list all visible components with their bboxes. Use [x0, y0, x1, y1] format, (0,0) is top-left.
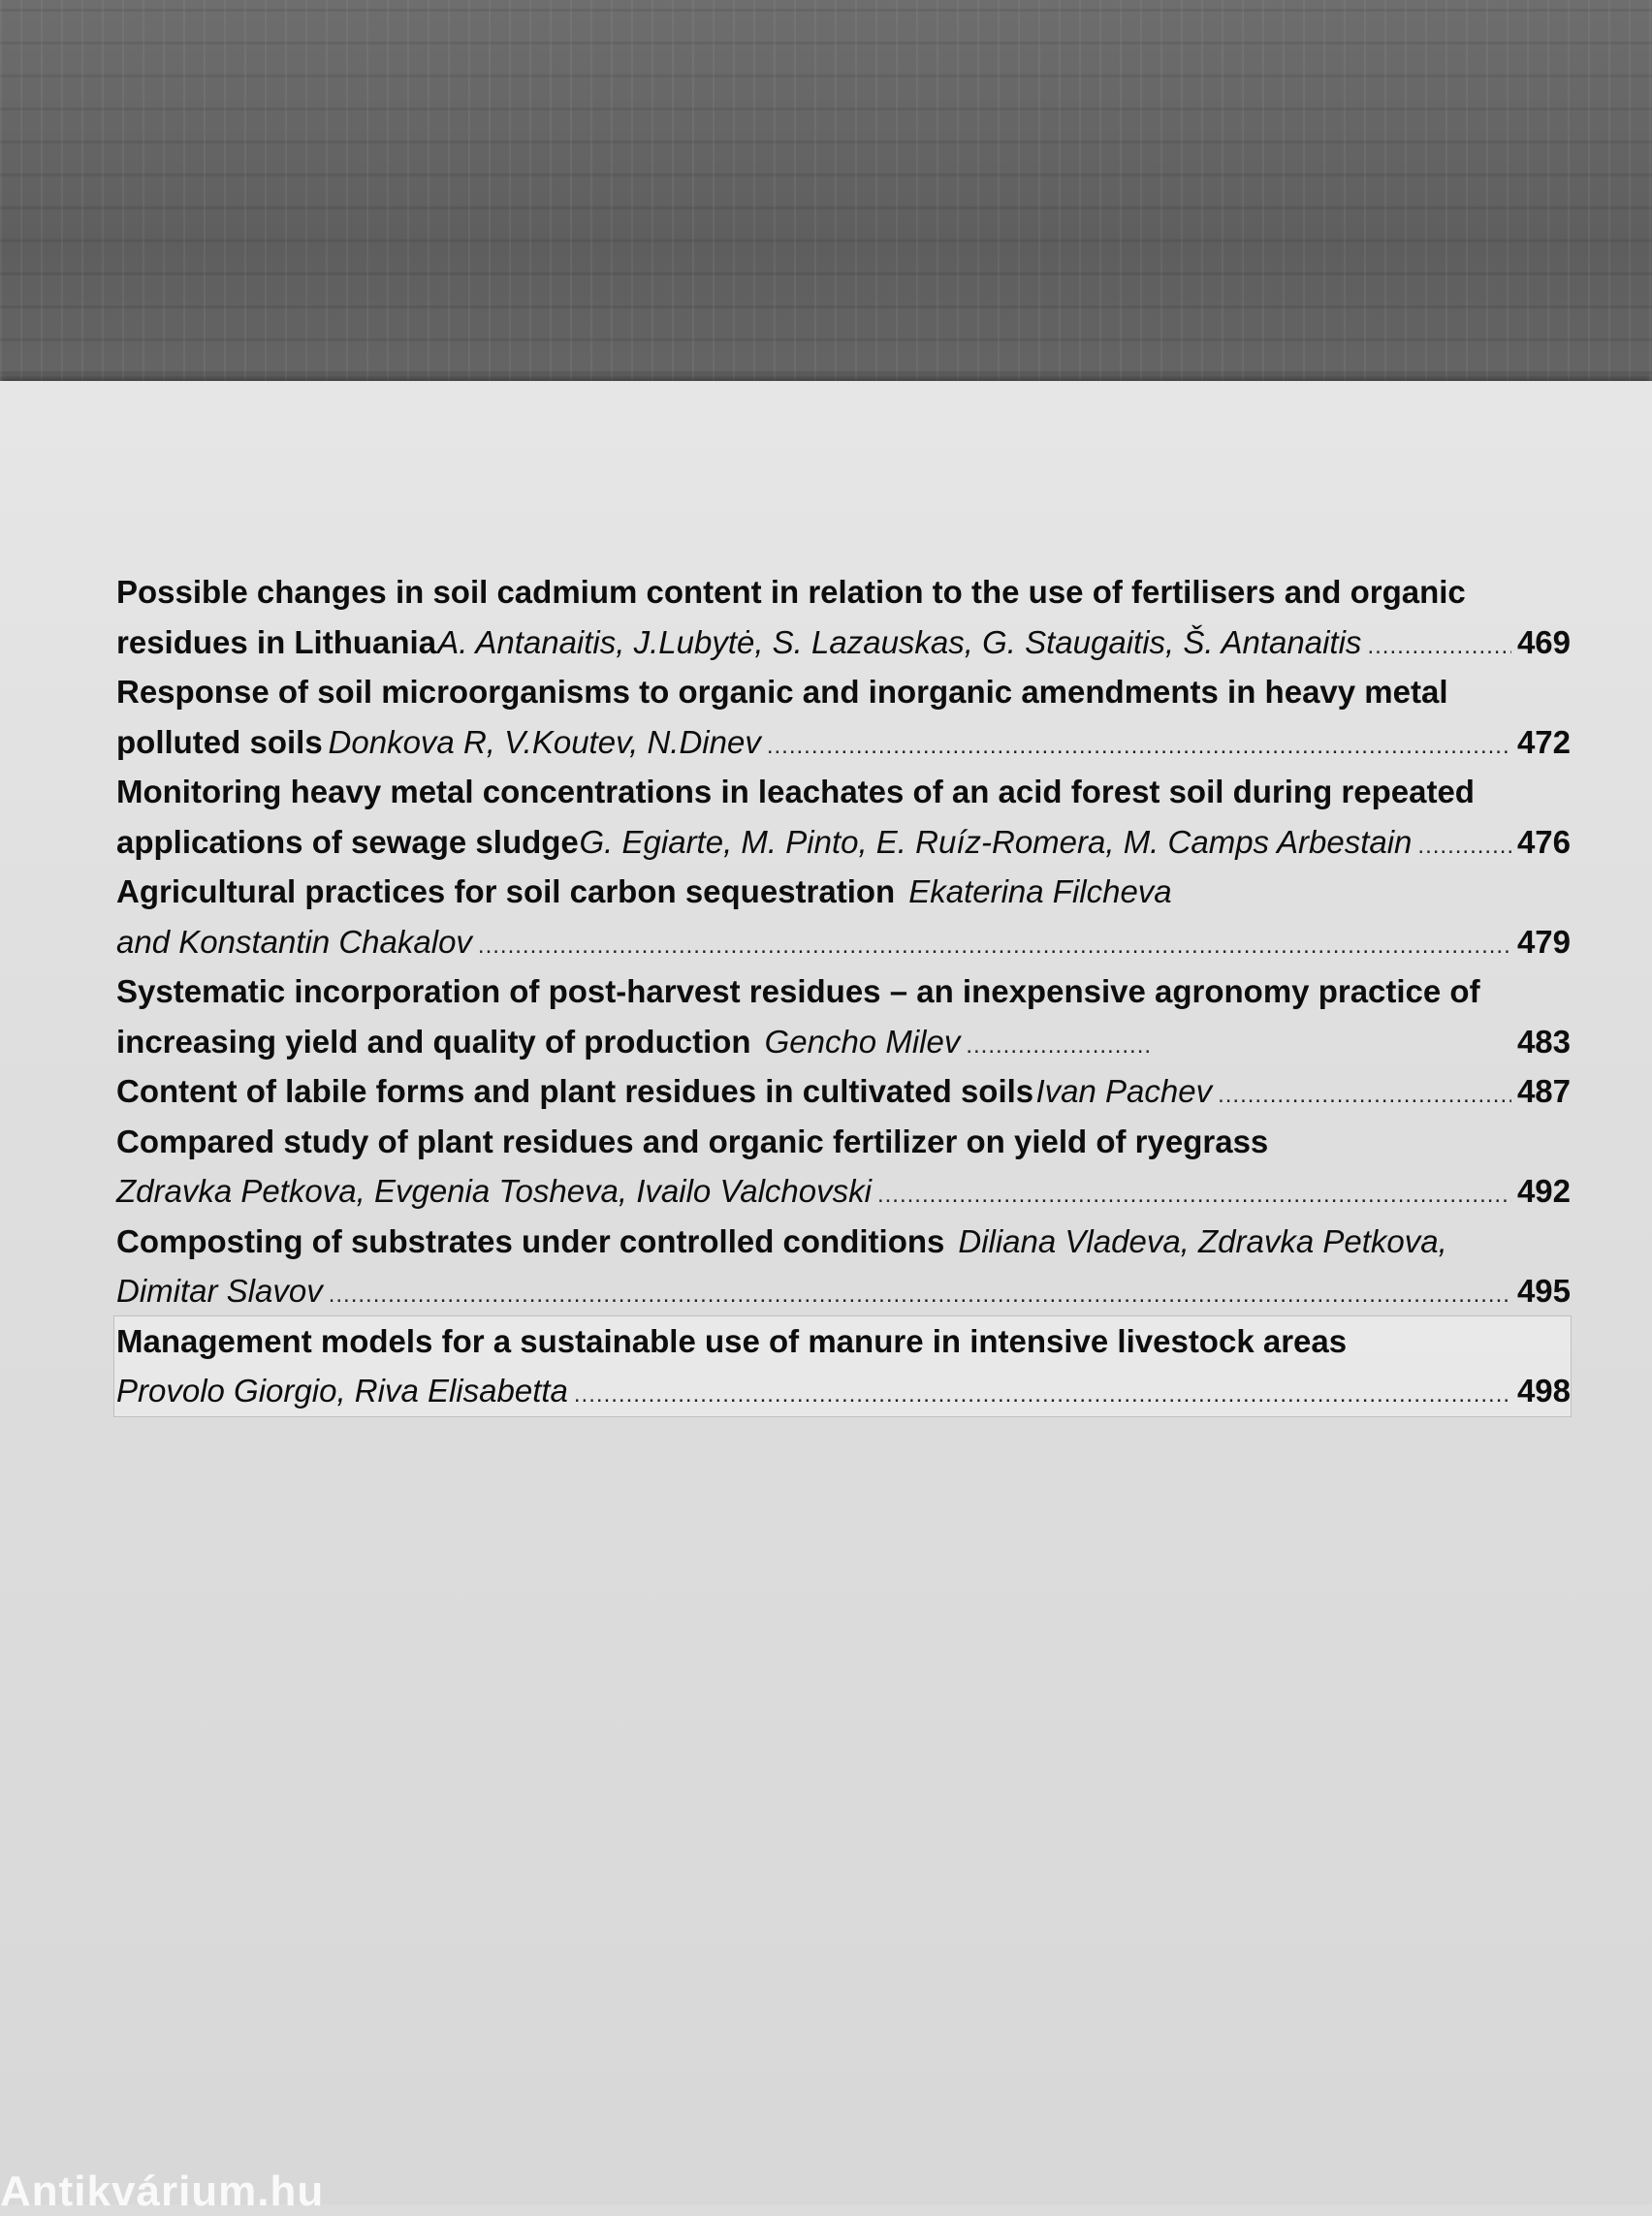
toc-entry-authors: Ekaterina Filcheva [908, 873, 1172, 909]
dot-leader [1218, 1070, 1511, 1121]
toc-entry-highlighted[interactable] [114, 1316, 1571, 1416]
dot-leader [478, 921, 1511, 971]
toc-entry-title: Composting of substrates under controlled conditions [116, 1222, 945, 1259]
toc-entry-authors: Provolo Giorgio, Riva Elisabetta [116, 1373, 568, 1409]
toc-entry[interactable] [116, 667, 1571, 767]
toc-entry[interactable] [116, 567, 1571, 667]
toc-entry[interactable] [116, 867, 1571, 966]
toc-entry[interactable] [116, 1066, 1571, 1117]
toc-entry-title: Systematic incorporation of post-harvest residues – an inexpensive agronomy practice of [116, 973, 1480, 1009]
toc-entry-title: Content of labile forms and plant residues in cultivated soils [116, 1073, 1034, 1109]
dot-leader [329, 1270, 1511, 1320]
background-surface [0, 0, 1652, 407]
toc-entry-page: 472 [1516, 723, 1571, 760]
toc-entry-page: 498 [1516, 1373, 1571, 1409]
toc-entry-authors: Donkova R, V.Koutev, N.Dinev [328, 723, 761, 760]
toc-entry[interactable] [116, 966, 1571, 1066]
toc-entry-authors: Ivan Pachev [1035, 1073, 1213, 1109]
dot-leader [966, 1021, 1150, 1071]
toc-entry[interactable] [116, 767, 1571, 867]
toc-entry-page: 492 [1516, 1173, 1571, 1209]
toc-entry[interactable] [116, 1217, 1571, 1316]
toc-entry-page: 469 [1516, 623, 1571, 660]
dot-leader [1367, 621, 1511, 672]
toc-entry-authors: A. Antanaitis, J.Lubytė, S. Lazauskas, G. Staugaitis, Š. Antanaitis [437, 623, 1362, 660]
toc-entry-authors: Dimitar Slavov [116, 1273, 323, 1309]
toc-entry-title: Management models for a sustainable use of manure in intensive livestock areas [116, 1322, 1348, 1359]
toc-entry-title: Monitoring heavy metal concentrations in leachates of an acid forest soil during repeated [116, 774, 1475, 809]
toc-entry-title: applications of sewage sludge [116, 823, 579, 860]
toc-entry-title: Agricultural practices for soil carbon sequestration [116, 873, 896, 909]
dot-leader [1417, 821, 1511, 871]
toc-entry-page: 495 [1516, 1273, 1571, 1309]
toc-entry-title: Compared study of plant residues and organic fertilizer on yield of ryegrass [116, 1123, 1269, 1159]
toc-entry-authors: Zdravka Petkova, Evgenia Tosheva, Ivailo Valchovski [116, 1173, 872, 1209]
toc-entry-title: Response of soil microorganisms to organic and inorganic amendments in heavy metal [116, 674, 1448, 710]
table-of-contents [116, 567, 1571, 1416]
toc-entry-authors: Diliana Vladeva, Zdravka Petkova, [958, 1222, 1447, 1259]
toc-entry-title: increasing yield and quality of production [116, 1023, 751, 1060]
toc-entry-authors: Gencho Milev [764, 1023, 961, 1060]
dot-leader [877, 1170, 1511, 1220]
toc-entry-authors: G. Egiarte, M. Pinto, E. Ruíz-Romera, M. Camps Arbestain [579, 823, 1413, 860]
toc-entry-title: Possible changes in soil cadmium content in relation to the use of fertilisers and organic [116, 574, 1466, 610]
toc-entry-title: polluted soils [116, 723, 323, 760]
toc-entry-title: residues in Lithuania [116, 623, 437, 660]
watermark: Antikvárium.hu [0, 2168, 325, 2215]
dot-leader [767, 721, 1511, 772]
toc-entry-page: 479 [1516, 923, 1571, 960]
toc-entry[interactable] [116, 1117, 1571, 1217]
dot-leader [574, 1370, 1511, 1420]
toc-entry-page: 483 [1516, 1023, 1571, 1060]
toc-entry-authors: and Konstantin Chakalov [116, 923, 472, 960]
toc-entry-page: 487 [1516, 1073, 1571, 1109]
toc-entry-page: 476 [1516, 823, 1571, 860]
